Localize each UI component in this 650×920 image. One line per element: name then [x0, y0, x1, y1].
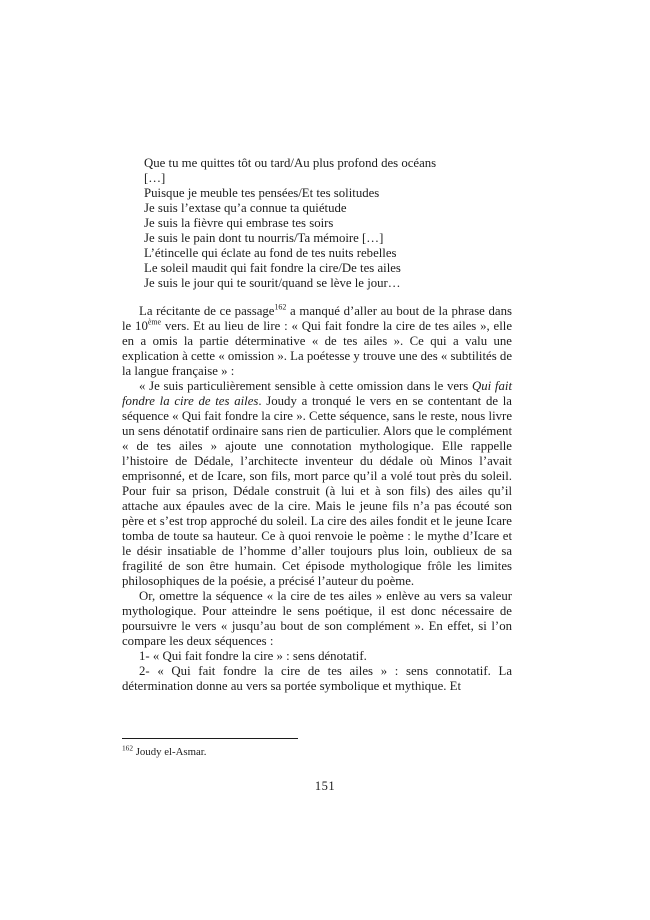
paragraph [122, 664, 512, 694]
poem-line: Puisque je meuble tes pensées/Et tes solitudes [144, 186, 380, 200]
poem-line: L’étincelle qui éclate au fond de tes nuits rebelles [144, 246, 397, 260]
poem-line: Je suis la fièvre qui embrase tes soirs [144, 216, 334, 230]
poem-line: Le soleil maudit qui fait fondre la cire/De tes ailes [144, 261, 401, 275]
poem-line: Je suis l’extase qu’a connue ta quiétude [144, 201, 347, 215]
text-segment: La récitante de ce passage [139, 304, 275, 318]
page-number: 151 [314, 779, 336, 793]
text-segment: . Joudy a tronqué le vers en se contentant de la séquence « Qui fait fondre la cire ». Cette séquence, sans le reste, nous livre un sens dénotatif ordinaire sans rien de particulier. Alors que le complément « de tes ailes » ajoute une connotation mythologique. Elle rappelle l’histoire de Dédale, l’architecte inventeur du dédale où Minos l’avait emprisonné, et de Icare, son fils, mort parce qu’il a volé tout près du soleil. Pour fuir sa prison, Dédale construit (à lui et à son fils) des ailes qu’il attache aux épaules avec de la cire. Mais le jeune fils n’a pas écouté son père et s’est trop approché du soleil. La cire des ailes fondit et le jeune Icare tomba de toute sa hauteur. Ce à quoi renvoie le poème : le mythe d’Icare et le désir insatiable de l’homme d’aller toujours plus loin, oublieux de sa fragilité de son être humain. Cet épisode mythologique frôle les limites philosophiques de la poésie, a précisé l’auteur du poème. [122, 394, 512, 588]
paragraph [122, 304, 512, 379]
footnote-rule [122, 738, 298, 739]
text-segment: Or, omettre la séquence « la cire de tes ailes » enlève au vers sa valeur mythologique. Pour atteindre le sens poétique, il est donc nécessaire de poursuivre le vers « jusqu’au bout de son complément ». En effet, si l’on compare les deux séquences : [122, 589, 512, 648]
poem-block [144, 156, 512, 291]
text-segment: a manqué d’aller au bout de la phrase dans le 10 [122, 304, 512, 333]
body-paragraphs [122, 304, 512, 694]
footnote-marker: 162 [122, 743, 133, 753]
poem-line: Je suis le pain dont tu nourris/Ta mémoire […] [144, 231, 384, 245]
italic-segment: Qui fait fondre la cire de tes ailes [122, 379, 512, 408]
text-segment: 1- « Qui fait fondre la cire » : sens dénotatif. [139, 649, 367, 663]
text-segment: « Je suis particulièrement sensible à cette omission dans le vers [139, 379, 473, 393]
poem-line: Je suis le jour qui te sourit/quand se lève le jour… [144, 276, 401, 290]
footnote [122, 743, 512, 759]
superscript: 162 [274, 302, 287, 312]
superscript: ème [147, 317, 162, 327]
paragraph [122, 379, 512, 589]
text-segment: vers. Et au lieu de lire : « Qui fait fondre la cire de tes ailes », elle en a omis la partie déterminative « de tes ailes ». Ce qui a valu une explication à cette « omission ». La poétesse y trouve une des « subtilités de la langue française » : [122, 319, 512, 378]
poem-line: […] [144, 171, 166, 185]
footnote-text: Joudy el-Asmar. [133, 746, 207, 758]
paragraph [122, 649, 512, 664]
text-block [122, 156, 512, 694]
poem-line: Que tu me quittes tôt ou tard/Au plus profond des océans [144, 156, 437, 170]
text-segment: 2- « Qui fait fondre la cire de tes ailes » : sens connotatif. La détermination donne au vers sa portée symbolique et mythique. Et [122, 664, 512, 693]
paragraph [122, 589, 512, 649]
